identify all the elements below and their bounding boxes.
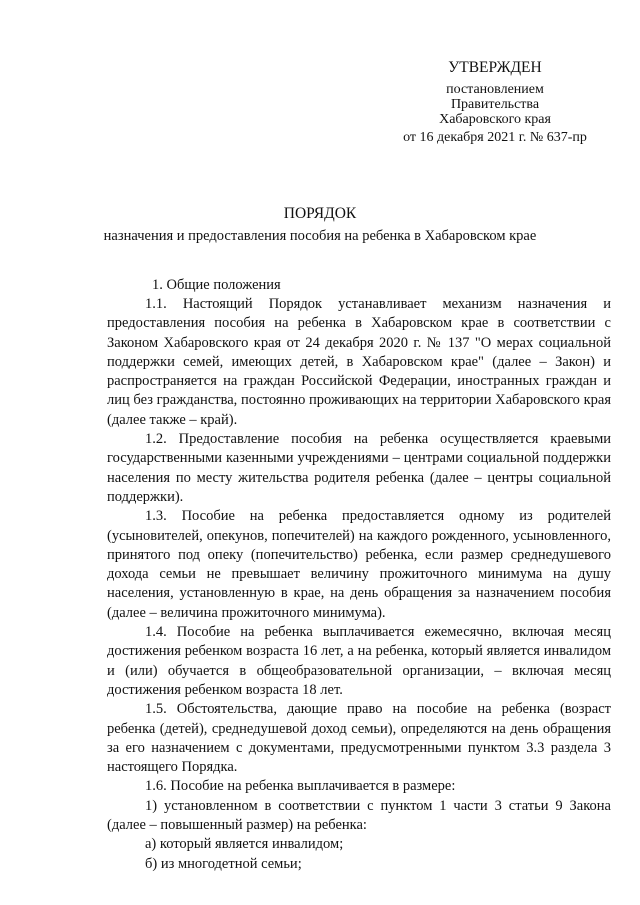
document-body (107, 295, 611, 874)
document-subtitle: назначения и предоставления пособия на ребенка в Хабаровском крае (103, 228, 537, 244)
paragraph: 1.4. Пособие на ребенка выплачивается ежемесячно, включая месяц достижения ребенком возраста 16 лет, а на ребенка, который является инвалидом и (или) обучается в общеобразовательной организации, – включая месяц достижения ребенком возраста 18 лет. (107, 624, 611, 698)
approval-line: Хабаровского края (439, 112, 551, 127)
approval-line: Правительства (450, 97, 540, 112)
paragraph: 1.1. Настоящий Порядок устанавливает механизм назначения и предоставления пособия на ребенка в Хабаровском крае в соответствии с Законом Хабаровского края от 24 декабря 2020 г. № 137 "О мерах социальной поддержки семей, имеющих детей, в Хабаровском крае" (далее – Закон) и распространяется на граждан Российской Федерации, иностранных граждан и лиц без гражданства, постоянно проживающих на территории Хабаровского края (далее также – край). (107, 296, 611, 428)
paragraph: 1.5. Обстоятельства, дающие право на пособие на ребенка (возраст ребенка (детей), среднедушевой доход семьи), определяются на день обращения за его назначением с документами, предусмотренными пунктом 3.3 раздела 3 настоящего Порядка. (107, 701, 611, 776)
paragraph: 1.2. Предоставление пособия на ребенка осуществляется краевыми государственными казенными учреждениями – центрами социальной поддержки населения по месту жительства родителя ребенка (далее – центры социальной поддержки). (107, 431, 611, 505)
paragraph: 1.3. Пособие на ребенка предоставляется одному из родителей (усыновителей, опекунов, попечителей) на каждого рожденного, усыновленного, принятого под опеку (попечительство) ребенка, если размер среднедушевого дохода семьи не превышает величину прожиточного минимума на душу населения, установленную в крае, на день обращения за назначением пособия (далее – величина прожиточного минимума). (107, 508, 611, 621)
paragraph: б) из многодетной семьи; (145, 855, 302, 872)
paragraph: а) который является инвалидом; (145, 836, 344, 853)
approval-heading: УТВЕРЖДЕН (448, 59, 542, 76)
document-title: ПОРЯДОК (283, 205, 357, 222)
section-heading: 1. Общие положения (152, 277, 281, 293)
approval-date: от 16 декабря 2021 г. № 637-пр (403, 130, 587, 145)
approval-block (380, 58, 610, 147)
paragraph: 1) установленном в соответствии с пунктом 1 части 3 статьи 9 Закона (далее – повышенный размер) на ребенка: (107, 797, 611, 834)
approval-line: постановлением (446, 82, 544, 97)
paragraph: 1.6. Пособие на ребенка выплачивается в размере: (145, 778, 456, 795)
